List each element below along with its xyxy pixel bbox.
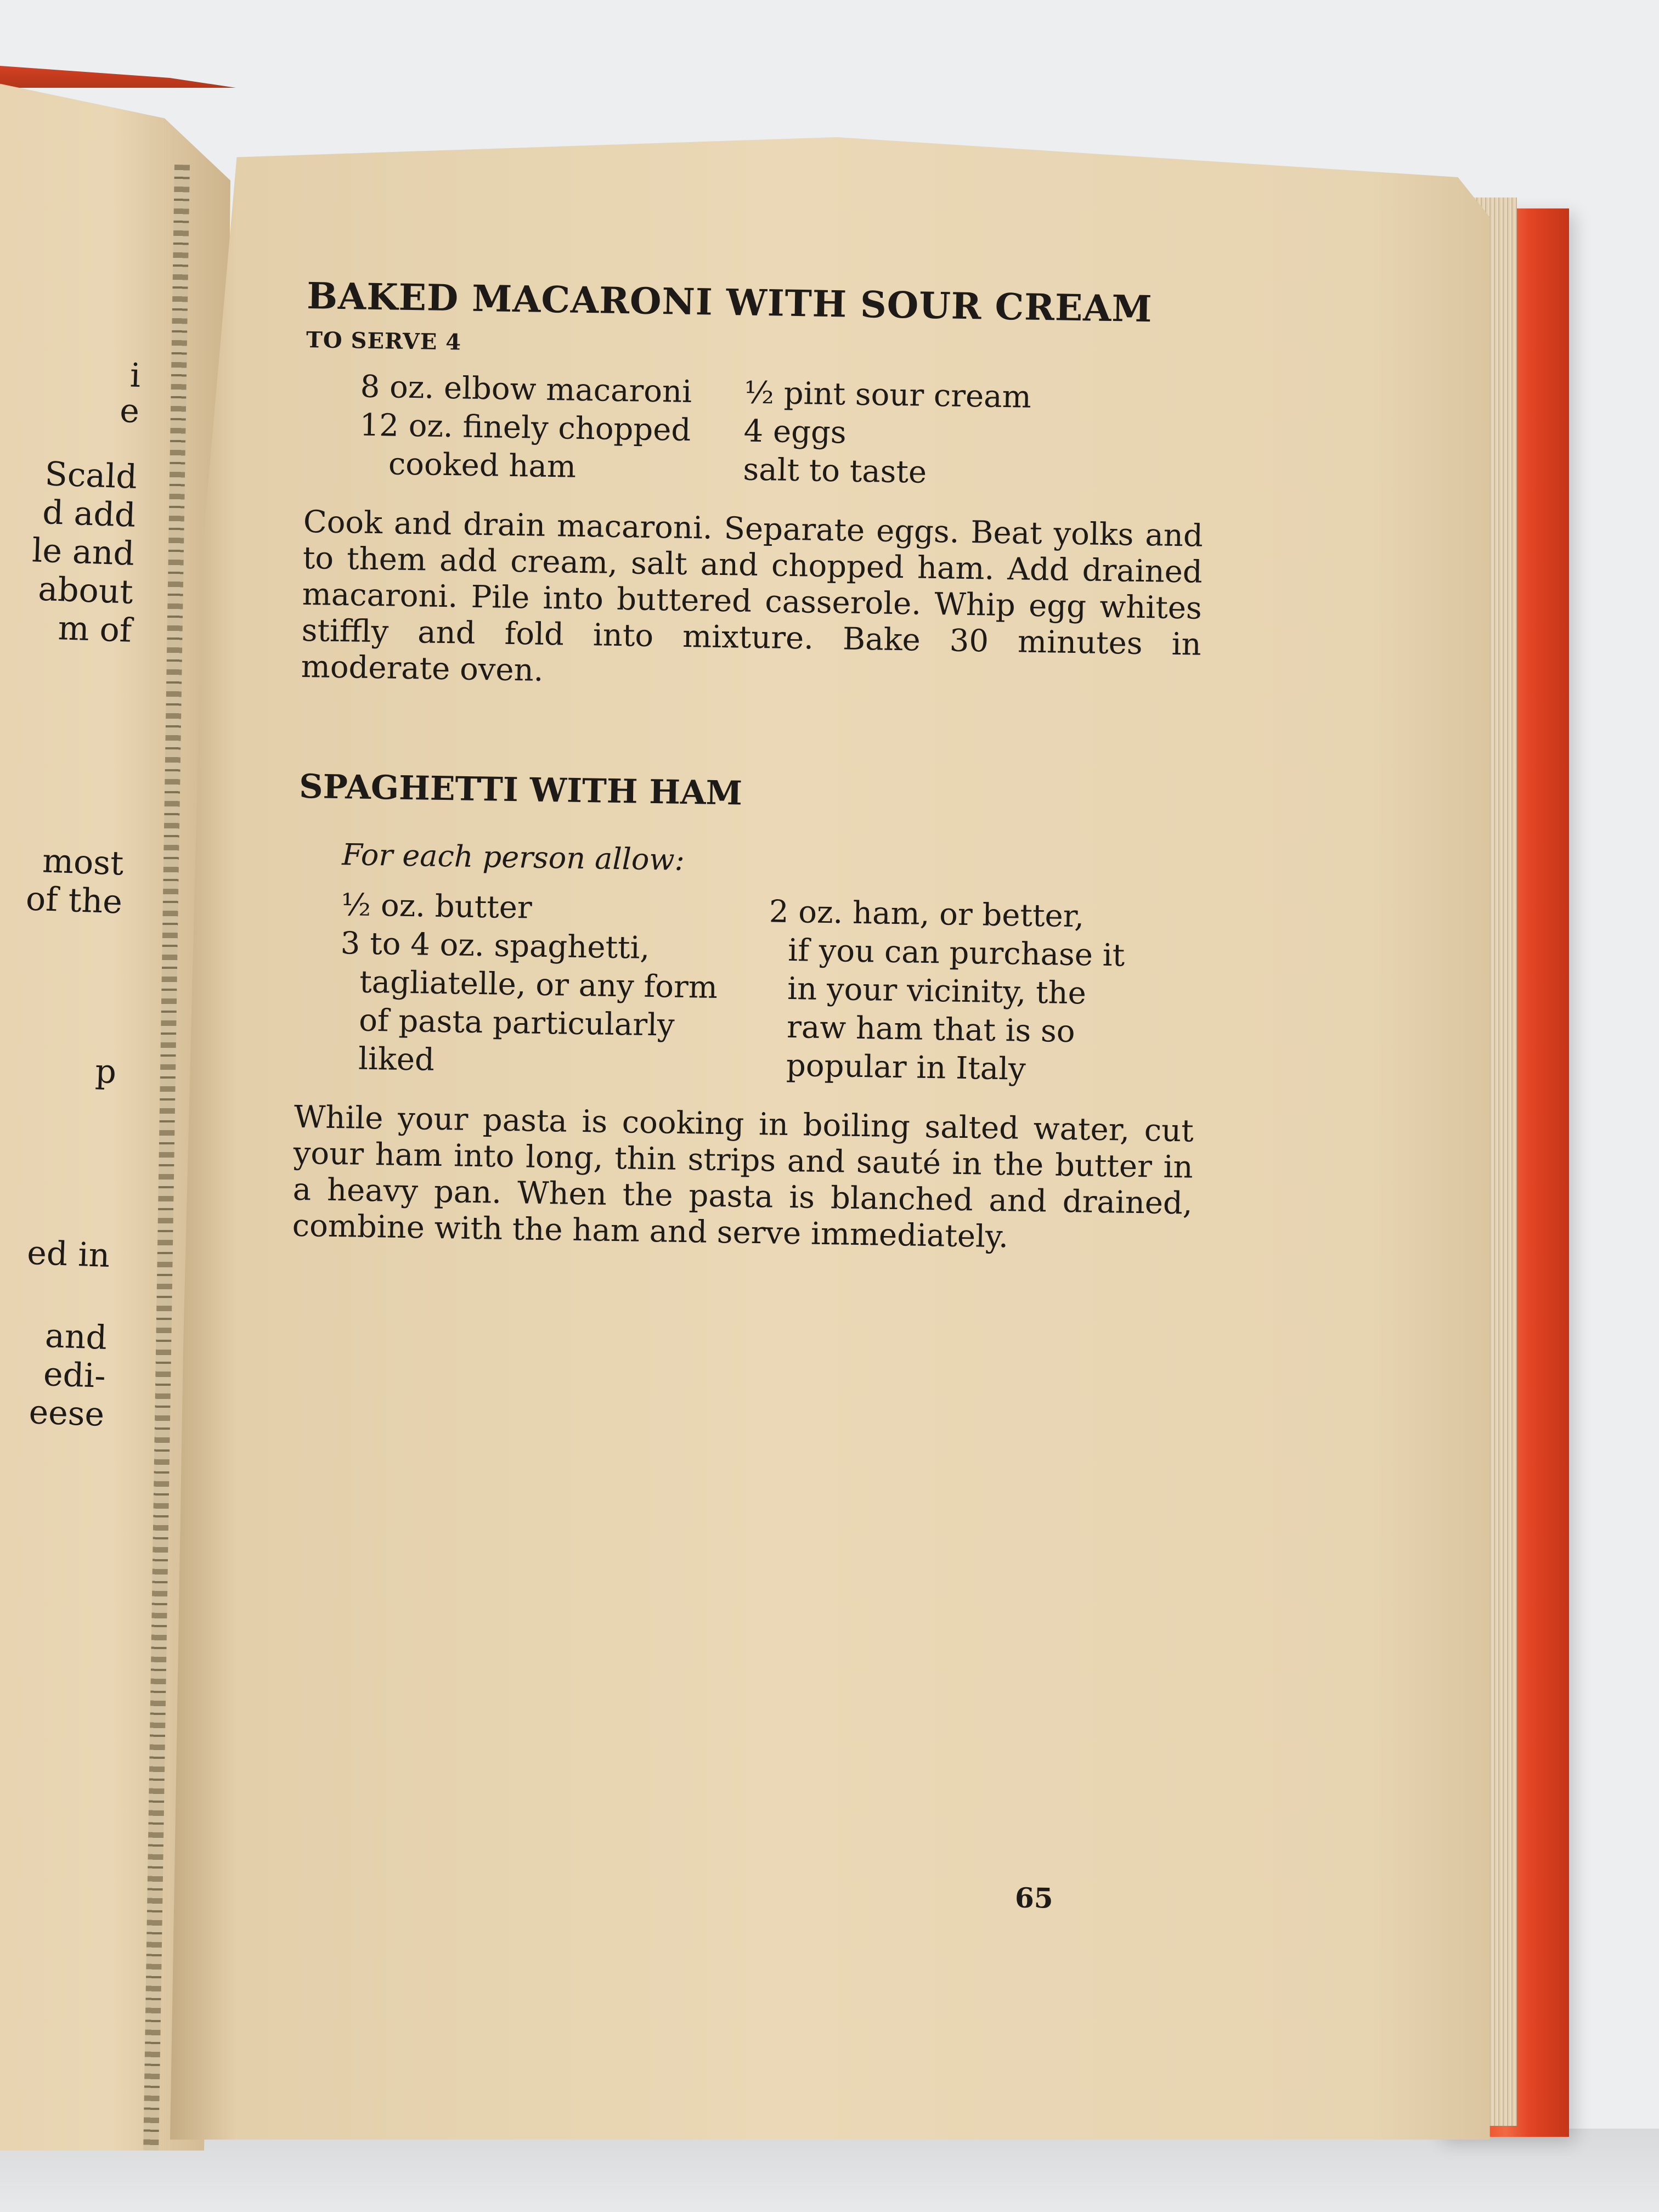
- ingredients-left: 8 oz. elbow macaroni 12 oz. finely chopped cooked ham: [359, 369, 692, 485]
- left-fragment: of the: [25, 879, 123, 922]
- recipe-title: BAKED MACARONI WITH SOUR CREAM: [306, 274, 1153, 331]
- left-fragment: most: [42, 842, 125, 883]
- left-fragment: eese: [28, 1393, 105, 1434]
- left-fragment: i: [129, 356, 142, 396]
- left-fragment: d add: [42, 493, 137, 535]
- recipe-title: SPAGHETTI WITH HAM: [298, 767, 743, 813]
- recipe-method: Cook and drain macaroni. Separate eggs. Beat yolks and to them add cream, salt and chopped ham. Add drained macaroni. Pile into buttered casserole. Whip egg whites stiffly and fold into mixture. Bake 30 minutes in moderate oven.: [301, 504, 1204, 689]
- left-fragment: and: [44, 1317, 108, 1357]
- page-text: [292, 274, 1207, 1259]
- left-fragment: Scald: [44, 455, 138, 496]
- left-fragment: about: [37, 569, 134, 612]
- ingredients-left: ½ oz. butter 3 to 4 oz. spaghetti, tagliatelle, or any form of pasta particularly liked: [338, 887, 718, 1078]
- left-fragment: e: [119, 391, 140, 431]
- left-fragment: ed in: [26, 1233, 111, 1276]
- recipe-method: While your pasta is cooking in boiling salted water, cut your ham into long, thin strips and sauté in the butter in a heavy pan. When the pasta is blanched and drained, combine with the ham and serve immediately.: [292, 1099, 1194, 1255]
- ingredients-right: ½ pint sour cream 4 eggs salt to taste: [742, 375, 1032, 490]
- allow-note: For each person allow:: [341, 837, 685, 877]
- left-fragment: le and: [31, 531, 136, 573]
- ingredient-list: [304, 367, 1205, 496]
- table-surface: [0, 2129, 1659, 2212]
- left-fragment: edi-: [43, 1355, 106, 1396]
- left-fragment: p: [94, 1052, 117, 1092]
- page-number: 65: [1014, 1881, 1054, 1915]
- serves-label: TO SERVE 4: [306, 326, 462, 356]
- ingredients-right: 2 oz. ham, or better, if you can purchase it in your vicinity, the raw ham that is so popular in Italy: [766, 894, 1125, 1087]
- ingredient-list: [295, 885, 1197, 1092]
- left-fragment: m of: [57, 609, 133, 650]
